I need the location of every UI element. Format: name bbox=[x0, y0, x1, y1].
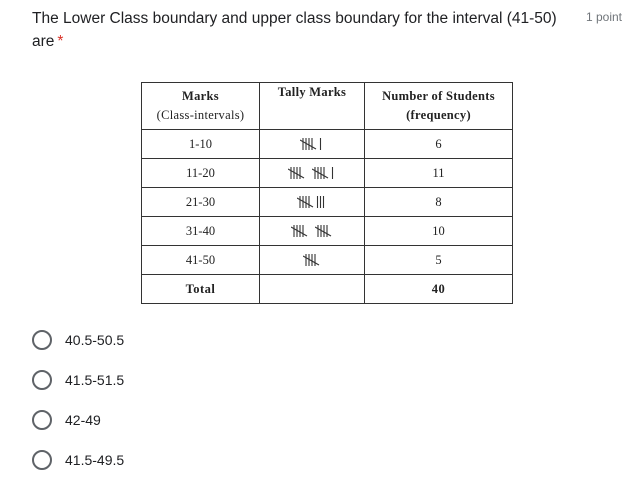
option-2[interactable] bbox=[32, 360, 124, 400]
tally-cell bbox=[260, 159, 365, 188]
tally-marks-icon bbox=[288, 166, 336, 181]
tally-marks-icon bbox=[303, 253, 321, 268]
tally-group bbox=[300, 137, 318, 152]
interval-cell: 21-30 bbox=[142, 188, 260, 217]
question-text: The Lower Class boundary and upper class boundary for the interval (41-50) are bbox=[32, 10, 557, 50]
radio-button[interactable] bbox=[32, 330, 52, 350]
table-row bbox=[142, 130, 513, 159]
table-row bbox=[142, 246, 513, 275]
tally-group bbox=[288, 166, 306, 181]
tally-cell bbox=[260, 188, 365, 217]
header-tally bbox=[260, 83, 365, 130]
radio-button[interactable] bbox=[32, 410, 52, 430]
header-marks-title: Marks bbox=[182, 89, 219, 103]
header-marks bbox=[142, 83, 260, 130]
tally-singles bbox=[331, 166, 336, 181]
option-3[interactable] bbox=[32, 400, 124, 440]
frequency-cell: 5 bbox=[365, 246, 513, 275]
interval-cell: 11-20 bbox=[142, 159, 260, 188]
tally-stroke bbox=[297, 198, 313, 207]
tally-group bbox=[312, 166, 330, 181]
question-title bbox=[32, 7, 567, 53]
tally-group bbox=[303, 253, 321, 268]
frequency-table bbox=[141, 82, 513, 304]
total-frequency: 40 bbox=[365, 275, 513, 304]
header-students-title: Number of Students bbox=[382, 89, 495, 103]
header-marks-subtitle: (Class-intervals) bbox=[156, 108, 245, 122]
total-row bbox=[142, 275, 513, 304]
frequency-cell: 10 bbox=[365, 217, 513, 246]
table-header-row bbox=[142, 83, 513, 130]
tally-group bbox=[297, 195, 315, 210]
interval-cell: 1-10 bbox=[142, 130, 260, 159]
frequency-cell: 11 bbox=[365, 159, 513, 188]
tally-cell bbox=[260, 217, 365, 246]
tally-stroke bbox=[312, 169, 328, 178]
header-students-subtitle: (frequency) bbox=[406, 108, 471, 122]
tally-stroke bbox=[300, 140, 316, 149]
header-students bbox=[365, 83, 513, 130]
table-row bbox=[142, 188, 513, 217]
tally-singles bbox=[316, 195, 327, 210]
tally-group bbox=[315, 224, 333, 239]
option-label: 40.5-50.5 bbox=[65, 332, 125, 348]
interval-cell: 41-50 bbox=[142, 246, 260, 275]
tally-marks-icon bbox=[300, 137, 324, 152]
radio-button[interactable] bbox=[32, 450, 52, 470]
tally-stroke bbox=[303, 256, 319, 265]
table-row bbox=[142, 159, 513, 188]
total-label: Total bbox=[142, 275, 260, 304]
radio-button[interactable] bbox=[32, 370, 52, 390]
tally-singles bbox=[319, 137, 324, 152]
tally-group bbox=[291, 224, 309, 239]
option-4[interactable] bbox=[32, 440, 124, 480]
frequency-cell: 8 bbox=[365, 188, 513, 217]
tally-stroke bbox=[315, 227, 331, 236]
header-tally-title: Tally Marks bbox=[277, 85, 347, 99]
tally-stroke bbox=[291, 227, 307, 236]
answer-options bbox=[32, 320, 124, 480]
required-marker: * bbox=[57, 33, 64, 50]
tally-marks-icon bbox=[297, 195, 327, 210]
tally-cell bbox=[260, 130, 365, 159]
table-row bbox=[142, 217, 513, 246]
total-tally-cell bbox=[260, 275, 365, 304]
tally-cell bbox=[260, 246, 365, 275]
option-label: 42-49 bbox=[65, 412, 101, 428]
option-label: 41.5-49.5 bbox=[65, 452, 125, 468]
option-1[interactable] bbox=[32, 320, 124, 360]
option-label: 41.5-51.5 bbox=[65, 372, 125, 388]
tally-stroke bbox=[288, 169, 304, 178]
frequency-cell: 6 bbox=[365, 130, 513, 159]
points-label: 1 point bbox=[585, 10, 622, 24]
interval-cell: 31-40 bbox=[142, 217, 260, 246]
tally-marks-icon bbox=[291, 224, 333, 239]
